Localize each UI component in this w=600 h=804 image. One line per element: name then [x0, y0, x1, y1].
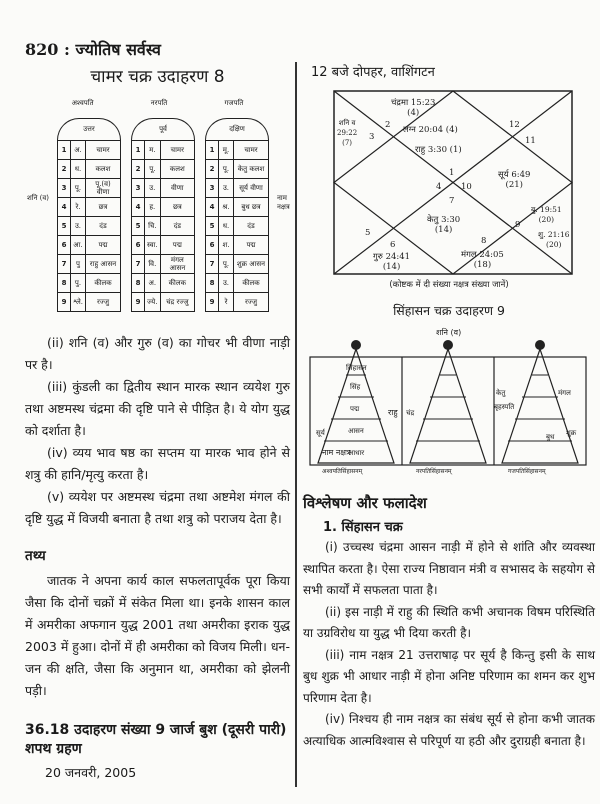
analysis-heading: विश्लेषण और फलादेश [303, 494, 427, 512]
column-divider [295, 62, 297, 787]
house-9: 9 [515, 220, 521, 230]
table-row: 9 ज्ये. चंद्र रज्जु [132, 293, 195, 312]
table-row: 8 पु. कीलक [58, 274, 121, 293]
paragraph-iv: (iv) व्यय भाव षष्ठ का सप्तम या मारक भाव होने से शत्रु की हानि/मृत्यु करता है। [25, 445, 290, 482]
tablet-direction: दक्षिण [205, 118, 269, 140]
table-row: 6 आ. पद्म [58, 236, 121, 255]
rahu-label: राहु [388, 408, 398, 417]
kundli-grid [333, 90, 573, 275]
fact-paragraph: जातक ने अपना कार्य काल सफलतापूर्वक पूरा किया जैसा कि दोनों चक्रों में संकेत मिला था। इनके शासन काल में अमरीका अफगान युद्ध 2001 तथा अमरीका इराक युद्ध 2003 में हुआ। दोनों में ही अमरीका को विजय मिली। धन-जन की क्षति, जैसा कि अनुमान था, अमरीका को झेलनी पड़ी। [25, 573, 290, 698]
table-row: 5 ध. दंड [206, 217, 269, 236]
right-column [303, 62, 595, 752]
table-row: 8 अ. कीलक [132, 274, 195, 293]
table-row: 4 रे. छत्र [58, 198, 121, 217]
section-heading: 36.18 उदाहरण संख्या 9 जार्ज बुश (दूसरी पारी) शपथ ग्रहण [25, 722, 287, 757]
event-date: 20 जनवरी, 2005 [45, 765, 137, 780]
guru-text: गुरु 24:41 (14) [373, 252, 411, 272]
shani-text: शनि व 29:22 (7) [337, 119, 358, 147]
table-row: 1 अ. चामर [58, 141, 121, 160]
mangal-text: मंगल 24:05 (18) [461, 250, 504, 270]
pyramid-caption: गजपतिसिंहासनम् [508, 468, 546, 475]
house-10: 10 [461, 182, 472, 192]
table-row: 4 ह. छत्र [132, 198, 195, 217]
pyramid-caption: अश्वपतिसिंहासनम् [322, 468, 363, 475]
paragraph-iii: (iii) कुंडली का द्वितीय स्थान मारक स्थान व्ययेश गुरु तथा अष्टमस्थ चंद्रमा की दृष्टि पाने से पीड़ित है। ये योग युद्ध को दर्शाता है। [25, 379, 290, 438]
tablet-table [57, 140, 121, 312]
analysis-iii: (iii) नाम नक्षत्र 21 उत्तराषाढ़ पर सूर्य है किन्तु इसी के साथ बुध शुक्र भी आधार नाड़ी में होना अनिष्ट परिणाम का शमन कर शुभ परिणाम देता है। [303, 647, 595, 705]
ketu-text: केतु 3:30 (14) [427, 215, 461, 235]
surya-label: सूर्य [316, 429, 325, 437]
table-row: 5 चि. दंड [132, 217, 195, 236]
table-row: 9 रे रज्जु [206, 293, 269, 312]
table-row: 1 म. चामर [132, 141, 195, 160]
analysis-iv: (iv) निश्चय ही नाम नक्षत्र का संबंध सूर्य से होना कभी जातक अत्याधिक आत्मविश्वास से परिपूर्ण या हठी और दुराग्रही बनाता है। [303, 712, 595, 748]
tablet-purva [131, 118, 195, 312]
analysis-subheading: 1. सिंहासन चक्र [323, 520, 403, 535]
shani-top-label: शनि (व) [436, 328, 462, 337]
table-row: 7 पू. शुक्र आसन [206, 255, 269, 274]
chamar-chakra-title: चामर चक्र उदाहरण 8 [90, 67, 225, 87]
lagna-text: लग्न 20:04 (4) [403, 125, 458, 135]
chandra-label: चंद्र [406, 409, 415, 417]
house-6: 6 [390, 240, 396, 250]
shukra-text: शु. 21:16 (20) [538, 230, 570, 249]
brihaspati-label: बृहस्पति [494, 403, 515, 411]
fact-heading: तथ्य [25, 548, 46, 564]
table-row: 4 श्र. बुध छत्र [206, 198, 269, 217]
table-row: 3 उ. सूर्य वीणा [206, 179, 269, 198]
surya-text: सूर्य 6:49 (21) [498, 170, 531, 190]
paragraph-ii: (ii) शनि (व) और गुरु (व) का गोचर भी वीणा नाड़ी पर है। [25, 335, 290, 372]
house-8: 8 [481, 236, 487, 246]
house-4: 4 [436, 182, 442, 192]
budh-label: बुध [546, 433, 555, 441]
chandra-text: चंद्रमा 15:23 (4) [391, 98, 436, 118]
house-7: 7 [449, 196, 455, 206]
paragraphs-block [25, 332, 290, 530]
paragraph-v: (v) व्ययेश पर अष्टमस्थ चंद्रमा तथा अष्टमेश मंगल की दृष्टि युद्ध में विजयी बनाता है तथा शत्रु को पराजय देता है। [25, 489, 290, 526]
table-row: 6 स्वा. पद्म [132, 236, 195, 255]
group-labels [25, 99, 290, 108]
table-row: 5 उ. दंड [58, 217, 121, 236]
house-11: 11 [525, 136, 536, 146]
tablet-table [131, 140, 195, 312]
sinhasan-chakra-title: सिंहासन चक्र उदाहरण 9 [393, 303, 505, 318]
house-3: 3 [369, 132, 375, 142]
house-1: 1 [449, 168, 455, 178]
tablet-direction: उत्तर [57, 118, 121, 140]
budh-text: बु. 19:51 (20) [531, 205, 562, 224]
table-row: 1 मू. चामर [206, 141, 269, 160]
level-label: सिंहासन [346, 364, 367, 372]
table-row: 2 पू. केतु कलश [206, 160, 269, 179]
group-label: अश्वपति [71, 99, 94, 107]
tablet-uttar [57, 118, 121, 312]
time-place: 12 बजे दोपहर, वाशिंगटन [311, 65, 435, 80]
ketu-label: केतु [496, 389, 506, 397]
pyramid-caption: नरपतिसिंहासनम् [416, 468, 452, 475]
table-row: 3 उ. वीणा [132, 179, 195, 198]
level-label: आधार [348, 449, 365, 457]
tablet-table [205, 140, 269, 312]
house-2: 2 [385, 120, 391, 130]
table-row: 7 पु राहु आसन [58, 255, 121, 274]
rahu-text: राहु 3:30 (1) [415, 145, 462, 155]
table-row: 3 पू. पू.(व) वीणा [58, 179, 121, 198]
level-label: पद्म [350, 405, 360, 413]
table-row: 6 श. पद्म [206, 236, 269, 255]
level-label: आसन [348, 427, 364, 435]
house-12: 12 [509, 120, 520, 130]
table-row: 9 श्ले. रज्जु [58, 293, 121, 312]
side-label-shani: शनि (व) [27, 194, 50, 202]
kundli-chart [333, 90, 573, 275]
group-label: गजपति [224, 99, 244, 107]
tablet-direction: पूर्व [131, 118, 195, 140]
analysis-i: (i) उच्चस्थ चंद्रमा आसन नाड़ी में होने से शांति और व्यवस्था स्थापित करता है। ऐसा राज्य निष्ठावान मंत्री व सभासद के सहयोग से सभी कार्यों में सफलता पाता है। [303, 540, 595, 597]
left-column [25, 62, 290, 781]
table-row: 2 पू. कलश [132, 160, 195, 179]
kundli-caption: (कोष्टक में दी संख्या नक्षत्र संख्या जानें) [389, 280, 509, 290]
table-row: 7 वि. मंगल आसन [132, 255, 195, 274]
sinhasan-chakra-diagram [308, 327, 588, 477]
side-label-nam-nakshatra: नाम नक्षत्र [277, 194, 290, 211]
level-label: सिंह [350, 383, 361, 391]
shukra-label: शुक्र [566, 429, 577, 437]
group-label: नरपति [150, 99, 168, 107]
analysis-ii: (ii) इस नाड़ी में राहु की स्थिति कभी अचानक विषम परिस्थिति या उग्रविरोध या युद्ध भी दिया करती है। [303, 604, 595, 640]
mangal-label: मंगल [558, 389, 571, 397]
house-5: 5 [365, 228, 371, 238]
table-row: 8 उ. कीलक [206, 274, 269, 293]
nam-nakshatra-label: नाम नक्षत्र [322, 448, 351, 457]
page-header: 820 : ज्योतिष सर्वस्व [25, 40, 161, 59]
table-row: 2 ध. कलश [58, 160, 121, 179]
chamar-chakra-diagram [27, 118, 290, 312]
tablet-dakshin [205, 118, 269, 312]
